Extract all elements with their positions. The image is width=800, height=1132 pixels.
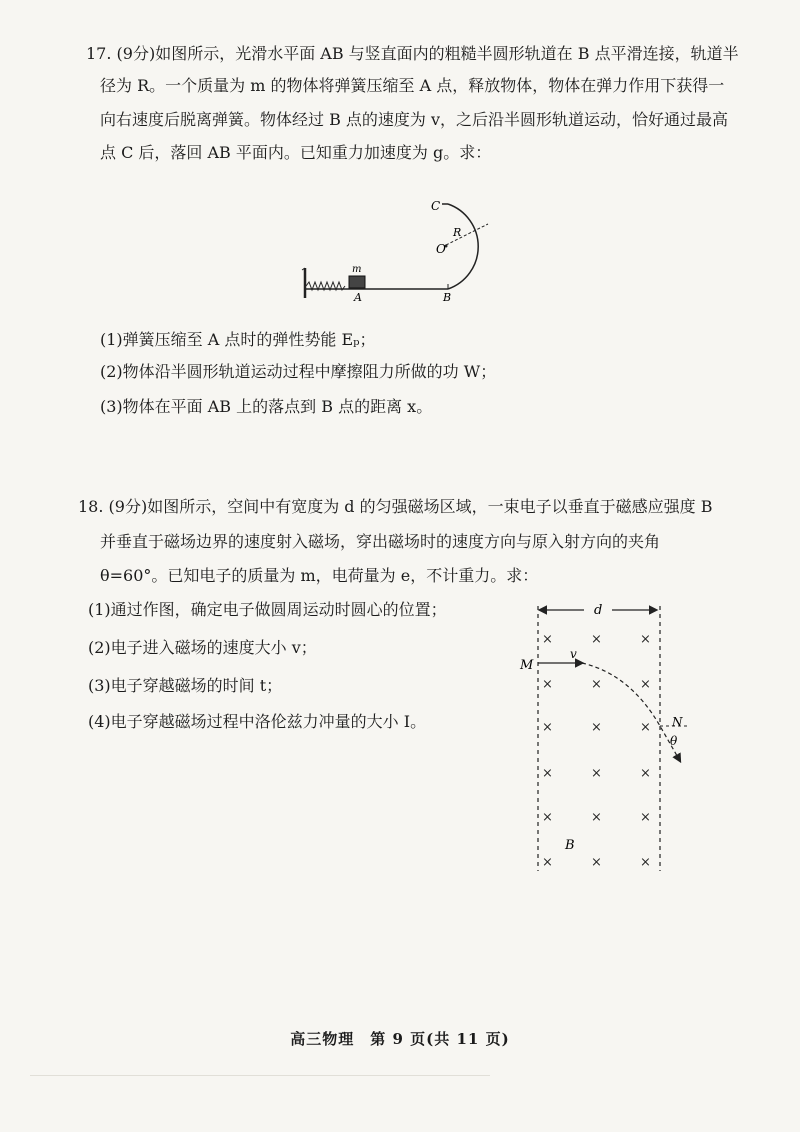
- q17-line-1: 17. (9分)如图所示，光滑水平面 AB 与竖直面内的粗糙半圆形轨道在 B 点平滑连接，轨道半: [86, 44, 739, 63]
- cross: ×: [640, 632, 651, 647]
- semicircle-track: [448, 204, 478, 289]
- cross: ×: [591, 677, 602, 692]
- label-theta: θ: [670, 734, 678, 748]
- q18-sub-2: (2)电子进入磁场的速度大小 v；: [88, 638, 317, 657]
- label-A: A: [354, 291, 362, 304]
- label-B: B: [443, 291, 452, 304]
- cross: ×: [542, 677, 553, 692]
- q18-sub-3: (3)电子穿越磁场的时间 t；: [88, 676, 283, 695]
- q17-line-4: 点 C 后，落回 AB 平面内。已知重力加速度为 g。求：: [100, 143, 492, 162]
- block-m: [349, 276, 365, 288]
- label-M: M: [520, 658, 534, 673]
- cross: ×: [640, 810, 651, 825]
- label-R: R: [453, 226, 462, 239]
- cross: ×: [640, 855, 651, 870]
- q18-line-3: θ=60°。已知电子的质量为 m，电荷量为 e，不计重力。求：: [100, 566, 539, 585]
- cross: ×: [542, 632, 553, 647]
- cross: ×: [542, 766, 553, 781]
- page-footer: 高三物理 第 9 页(共 11 页): [290, 1030, 510, 1048]
- q18-line-2: 并垂直于磁场边界的速度射入磁场，穿出磁场时的速度方向与原入射方向的夹角: [100, 532, 661, 551]
- q18-sub-1: (1)通过作图，确定电子做圆周运动时圆心的位置；: [88, 600, 447, 619]
- label-B: B: [565, 838, 575, 853]
- q17-line-2: 径为 R。一个质量为 m 的物体将弹簧压缩至 A 点，释放物体，物体在弹力作用下获得一: [100, 76, 725, 95]
- cross: ×: [542, 810, 553, 825]
- cross: ×: [591, 855, 602, 870]
- q17-sub-2: (2)物体沿半圆形轨道运动过程中摩擦阻力所做的功 W；: [100, 362, 497, 381]
- q17-line-3: 向右速度后脱离弹簧。物体经过 B 点的速度为 v，之后沿半圆形轨道运动，恰好通过最高: [100, 110, 729, 129]
- q18-sub-4: (4)电子穿越磁场过程中洛伦兹力冲量的大小 I。: [88, 712, 427, 731]
- cross: ×: [591, 766, 602, 781]
- label-N: N: [672, 715, 683, 729]
- q18-figure: [510, 596, 710, 876]
- q17-figure: [290, 190, 530, 310]
- cross: ×: [591, 632, 602, 647]
- cross: ×: [640, 720, 651, 735]
- q18-line-1: 18. (9分)如图所示，空间中有宽度为 d 的匀强磁场区域，一束电子以垂直于磁感应强度 B: [78, 497, 713, 516]
- cross: ×: [640, 677, 651, 692]
- label-m: m: [352, 264, 362, 275]
- label-C: C: [431, 199, 441, 213]
- q17-sub-3: (3)物体在平面 AB 上的落点到 B 点的距离 x。: [100, 397, 433, 416]
- cross: ×: [542, 720, 553, 735]
- scan-edge-line: [30, 1075, 490, 1076]
- label-O: O: [436, 242, 446, 256]
- label-d: d: [594, 603, 603, 618]
- label-v: v: [570, 647, 577, 661]
- cross: ×: [591, 810, 602, 825]
- cross: ×: [591, 720, 602, 735]
- cross: ×: [640, 766, 651, 781]
- cross: ×: [542, 855, 553, 870]
- q17-sub-1: (1)弹簧压缩至 A 点时的弹性势能 Eₚ；: [100, 330, 376, 349]
